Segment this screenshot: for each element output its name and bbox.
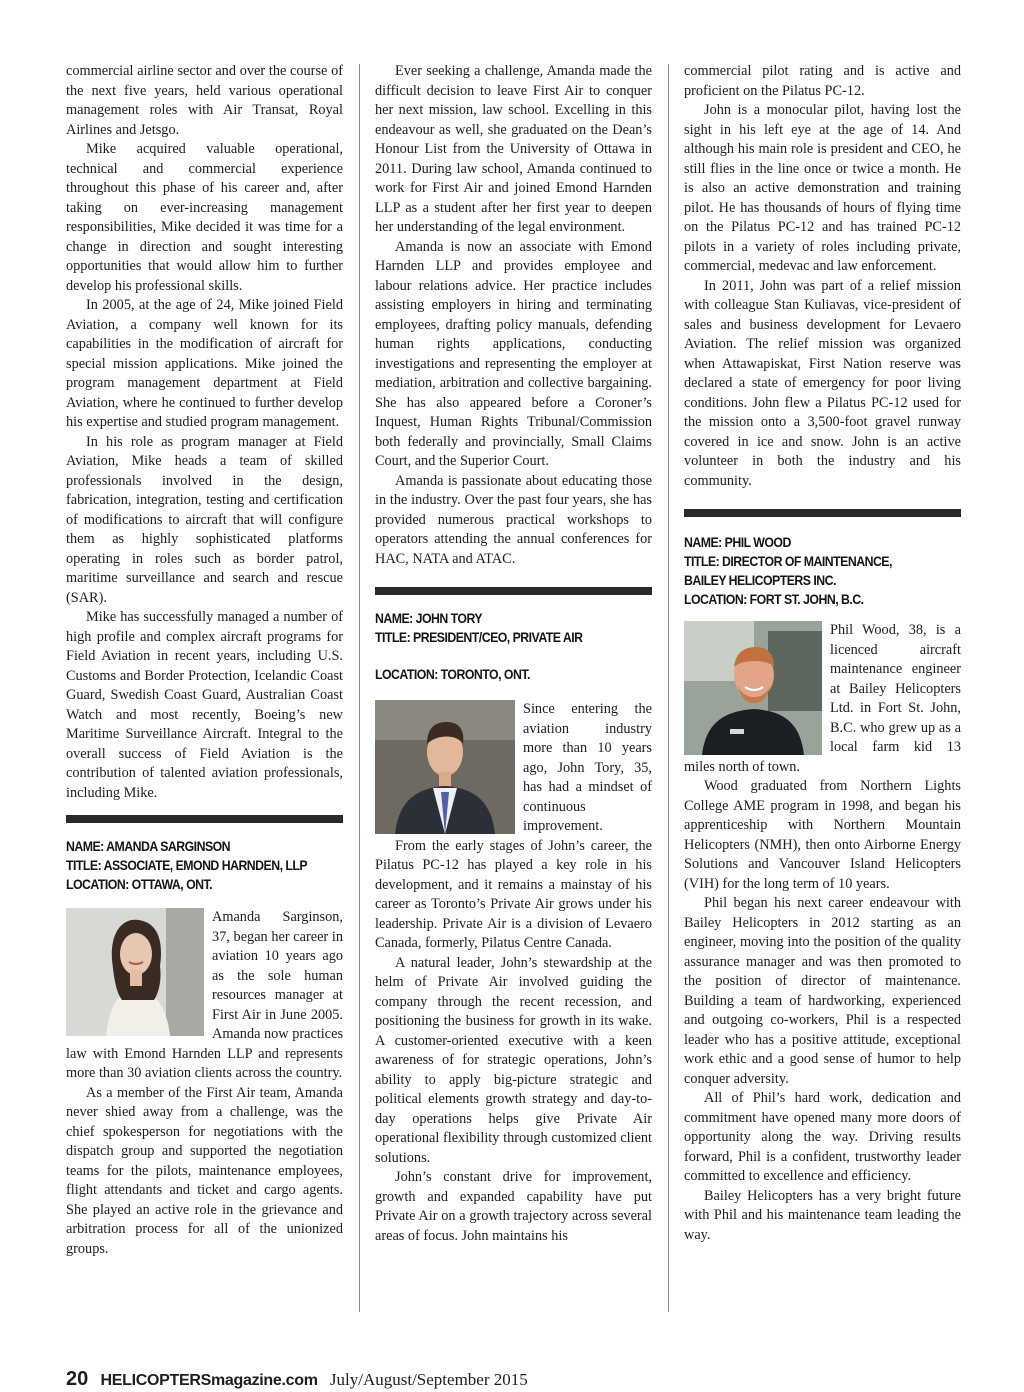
paragraph: Since entering the aviation industry more than 10 years ago, John Tory, 35, has had a mindset of continuous improvement. (523, 701, 652, 834)
column-right (684, 62, 961, 1245)
profile-name: NAME: JOHN TORY (375, 610, 483, 626)
person-silhouette-icon (66, 908, 204, 1036)
profile-phil-wood (684, 533, 961, 1245)
paragraph: commercial airline sector and over the course of the next five years, held various operational management roles with Air Transat, Royal Airlines and Jetsgo. (66, 63, 343, 138)
section-divider (375, 569, 652, 609)
column-middle (375, 62, 652, 1246)
profile-title: TITLE: DIRECTOR OF MAINTENANCE, (684, 553, 892, 569)
page-number: 20 (66, 1368, 89, 1390)
person-silhouette-icon (375, 700, 515, 834)
profile-location: LOCATION: TORONTO, ONT. (375, 666, 530, 682)
paragraph: A natural leader, John’s stewardship at the helm of Private Air involved guiding the company through the recent recession, and positioning the business for growth in its wake. A customer-oriented executive with a keen awareness of for strategic operations, John’s ability to apply big-picture strategic and political elements growth strategy and day-to-day operations helps give Private Air operational flexibility through customized client solutions. (375, 954, 652, 1166)
person-silhouette-icon (684, 621, 822, 755)
column-left (66, 62, 343, 1259)
paragraph: commercial pilot rating and is active and proficient on the Pilatus PC-12. (684, 63, 961, 99)
paragraph: Mike has successfully managed a number of high profile and complex aircraft programs for Field Aviation in recent years, including U.S. Customs and Border Protection, Icelandic Coast Guard, Swedish Coast Guard, Australian Coast Watch and most recently, Boeing’s new Maritime Surveillance Aircraft. Integral to the overall success of Field Aviation is the contribution of talented aviation professionals, including Mike. (66, 609, 343, 801)
paragraph: Phil Wood, 38, is a licenced aircraft maintenance engineer at Bailey Helicopters Ltd. in Fort St. John, B.C. who grew up as a local farm kid 13 miles north of town. (684, 622, 961, 775)
paragraph: Amanda Sarginson, 37, began her career in aviation 10 years ago as the sole human resources manager at First Air in June 2005. Amanda now practices law with Emond Harnden LLP and represents more than 30 aviation clients across the country. (66, 909, 344, 1081)
profile-name: NAME: AMANDA SARGINSON (66, 838, 231, 854)
magazine-url[interactable]: HELICOPTERSmagazine.com (100, 1372, 318, 1389)
john-portrait-photo (375, 700, 515, 834)
profile-amanda-sarginson (66, 837, 343, 1259)
profile-title: TITLE: PRESIDENT/CEO, PRIVATE AIR (375, 629, 583, 645)
section-divider (66, 803, 343, 837)
profile-location: LOCATION: OTTAWA, ONT. (66, 876, 213, 892)
column-rule-right (668, 64, 669, 1312)
paragraph: Phil began his next career endeavour with Bailey Helicopters in 2012 starting as an engineer, moving into the position of the quality assurance manager and was then promoted to the position of director of maintenance. Building a team of hardworking, experienced and outgoing co-workers, Phil is a respected leader who has a positive attitude, exceptional work ethic and a good sense of humor to help conquer adversity. (684, 895, 961, 1087)
paragraph: In 2005, at the age of 24, Mike joined Field Aviation, a company well known for its capabilities in the modification of aircraft for special mission applications. Mike joined the program management department at Field Aviation, where he continued to further develop his expertise and studied program management. (66, 297, 343, 430)
paragraph: From the early stages of John’s career, the Pilatus PC-12 has played a key role in his development, and it remains a mainstay of his career as Toronto’s Private Air grows under his leadership. Private Air is a division of Levaero Canada, formerly, Pilatus Centre Canada. (375, 837, 652, 951)
paragraph: Ever seeking a challenge, Amanda made the difficult decision to leave First Air to conquer her next mission, law school. Excelling in this endeavour as well, she graduated on the Dean’s Honour List from the University of Ottawa in 2011. During law school, Amanda continued to work for First Air and joined Emond Harnden LLP as a student after her first year to deepen her understanding of the legal environment. (375, 63, 652, 235)
paragraph: As a member of the First Air team, Amanda never shied away from a challenge, was the chief spokesperson for negotiations with the dispatch group and supported the negotiation teams for the pilots, maintenance employees, flight attendants and ticket and cargo agents. She played an active role in the grievance and arbitration process for all of the unionized groups. (66, 1084, 343, 1257)
amanda-portrait-photo (66, 908, 204, 1036)
paragraph: Amanda is passionate about educating those in the industry. Over the past four years, she has provided numerous practical workshops to operators attending the annual conferences for HAC, NATA and ATAC. (375, 472, 652, 567)
profile-location: LOCATION: FORT ST. JOHN, B.C. (684, 591, 864, 607)
paragraph: Wood graduated from Northern Lights College AME program in 1998, and began his apprenticeship with Northern Mountain Helicopters (NMH), then onto Airborne Energy Solutions and Vancouver Island Helicopters (VIH) for the long term of 10 years. (684, 778, 961, 892)
profile-john-tory (375, 609, 652, 1246)
column-rule-left (359, 64, 360, 1312)
paragraph: All of Phil’s hard work, dedication and commitment have opened many more doors of opportunity along the way. Driving results forward, Phil is a confident, trustworthy leader committed to excellence and efficiency. (684, 1090, 961, 1184)
profile-title: TITLE: ASSOCIATE, EMOND HARNDEN, LLP (66, 857, 308, 873)
page-footer (66, 1368, 528, 1391)
paragraph: In 2011, John was part of a relief mission with colleague Stan Kuliavas, vice-president of sales and business development for Levaero Aviation. The relief mission was organized when Attawapiskat, First Nation reserve was declared a state of emergency for poor living conditions. John flew a Pilatus PC-12 used for the mission onto a 3,500-foot gravel runway covered in ice and snow. John is an active volunteer in both the industry and his community. (684, 277, 961, 489)
paragraph: Mike acquired valuable operational, technical and commercial experience throughout this phase of his career and, after taking on ever-increasing management responsibilities, Mike decided it was time for a change in direction and sought interesting opportunities that would allow him to further develop his professional skills. (66, 141, 343, 294)
issue-date: July/August/September 2015 (329, 1370, 528, 1389)
paragraph: John’s constant drive for improvement, growth and expanded capability have put Private Air on a growth trajectory across several areas of focus. John maintains his (375, 1169, 652, 1244)
phil-portrait-photo (684, 621, 822, 755)
paragraph: John is a monocular pilot, having lost the sight in his left eye at the age of 14. And although his main role is president and CEO, he still flies in the line once or twice a month. He is also an active demonstration and training pilot. He has thousands of hours of flying time on the Pilatus PC-12 and has trained PC-12 pilots in a variety of roles including private, commercial, medevac and law enforcement. (684, 102, 961, 274)
paragraph: In his role as program manager at Field Aviation, Mike heads a team of skilled professionals involved in the design, fabrication, integration, testing and certification of modifications to aircraft that will configure them as highly sophisticated platforms operating in roles such as border patrol, maritime surveillance and search and rescue (SAR). (66, 433, 343, 606)
profile-company: BAILEY HELICOPTERS INC. (684, 572, 836, 588)
paragraph: Bailey Helicopters has a very bright future with Phil and his maintenance team leading the way. (684, 1187, 961, 1243)
section-divider (684, 491, 961, 533)
profile-name: NAME: PHIL WOOD (684, 534, 791, 550)
paragraph: Amanda is now an associate with Emond Harnden LLP and provides employee and labour relations advice. Her practice includes assisting employers in hiring and terminating employees, drafting policy manuals, defending human rights applications, conducting investigations and representing the employer at mediation, arbitration and collective bargaining. She has also appeared before a Coroner’s Inquest, Human Rights Tribunal/Commission both federally and provincially, Small Claims Court, and the Superior Court. (375, 238, 652, 469)
